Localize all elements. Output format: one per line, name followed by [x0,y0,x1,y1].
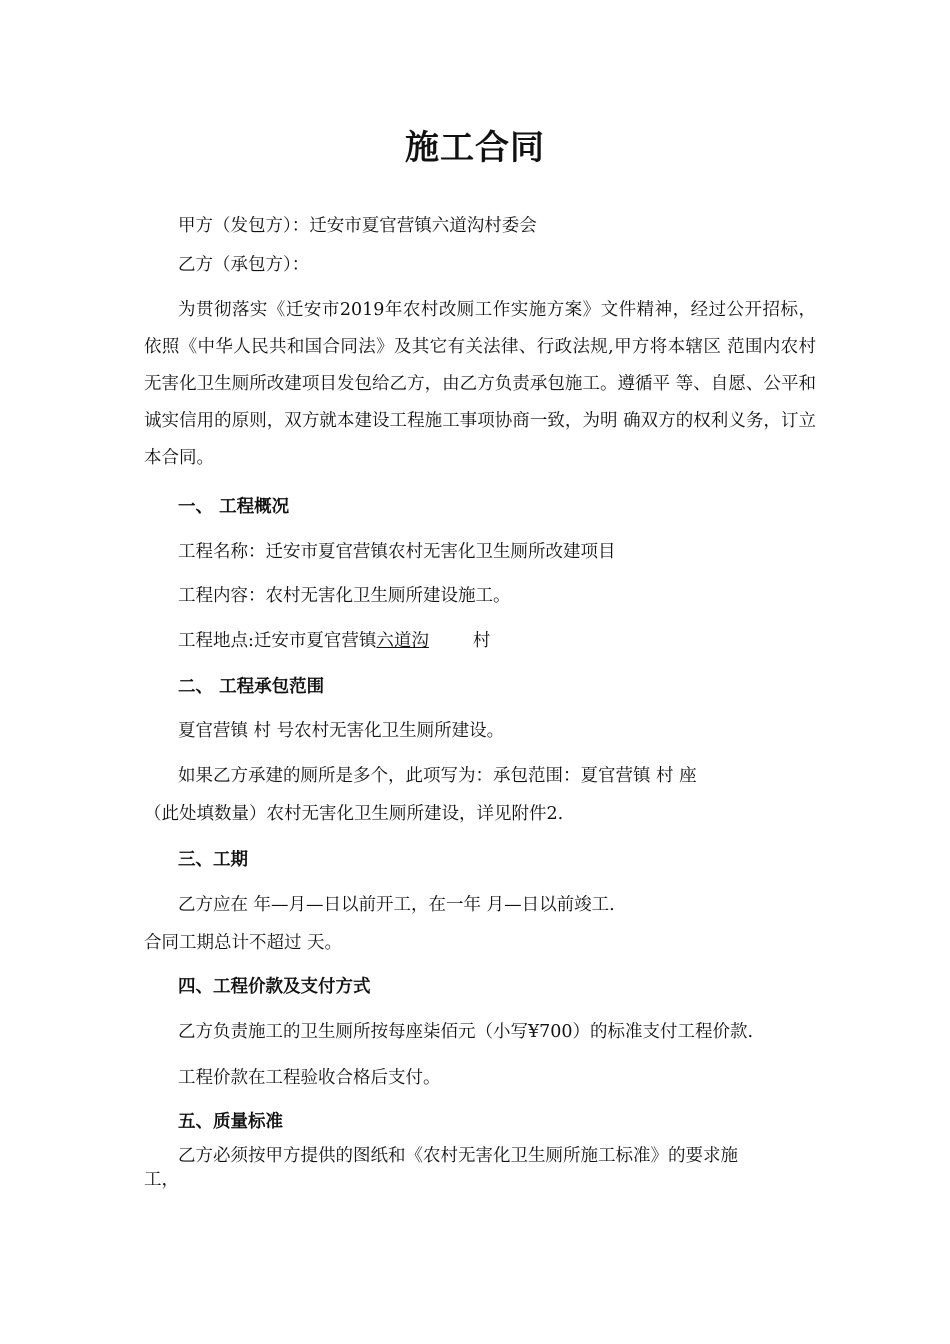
section-1-heading: 一、 工程概况 [178,497,290,517]
section-5-heading: 五、质量标准 [178,1112,283,1132]
project-name: 工程名称：迁安市夏官营镇农村无害化卫生厕所改建项目 [178,542,616,562]
location-prefix: 工程地点:迁安市夏官营镇 [178,631,377,651]
schedule-line-2: 合同工期总计不超过 天。 [144,933,343,953]
project-content: 工程内容：农村无害化卫生厕所建设施工。 [178,586,511,606]
section-3-heading: 三、工期 [178,850,248,870]
price-line-2: 工程价款在工程验收合格后支付。 [178,1068,441,1088]
project-location [144,627,816,652]
scope-line-3: （此处填数量）农村无害化卫生厕所建设，详见附件2. [144,804,564,824]
quality-line-1: 乙方必须按甲方提供的图纸和《农村无害化卫生厕所施工标准》的要求施 [178,1146,738,1166]
document-title: 施工合同 [405,128,545,168]
party-a: 甲方（发包方）：迁安市夏官营镇六道沟村委会 [178,216,537,236]
scope-line-2: 如果乙方承建的厕所是多个，此项写为：承包范围：夏官营镇 村 座 [178,766,697,786]
quality-line-2: 工， [144,1170,179,1190]
price-line-1: 乙方负责施工的卫生厕所按每座柒佰元（小写¥700）的标准支付工程价款. [178,1022,754,1042]
intro-paragraph: 为贯彻落实《迁安市2019年农村改厕工作实施方案》文件精神，经过公开招标，依照《中华人民共和国合同法》及其它有关法律、行政法规,甲方将本辖区 范围内农村无害化卫生厕所改建项目发包给乙方，由乙方负责承包施工。遵循平 等、自愿、公平和诚实信用的原则，双方就本建设工程施工事项协商一致，为明 确双方的权利义务，订立本合同。 [144,300,816,468]
location-suffix: 村 [472,631,491,651]
section-2-heading: 二、 工程承包范围 [178,677,325,697]
schedule-line-1: 乙方应在 年—月—日以前开工，在一年 月—日以前竣工. [178,895,615,915]
party-b: 乙方（承包方）： [178,255,310,275]
location-village: 六道沟 [376,631,429,651]
scope-line-1: 夏官营镇 村 号农村无害化卫生厕所建设。 [178,721,505,741]
section-4-heading: 四、工程价款及支付方式 [178,977,371,997]
